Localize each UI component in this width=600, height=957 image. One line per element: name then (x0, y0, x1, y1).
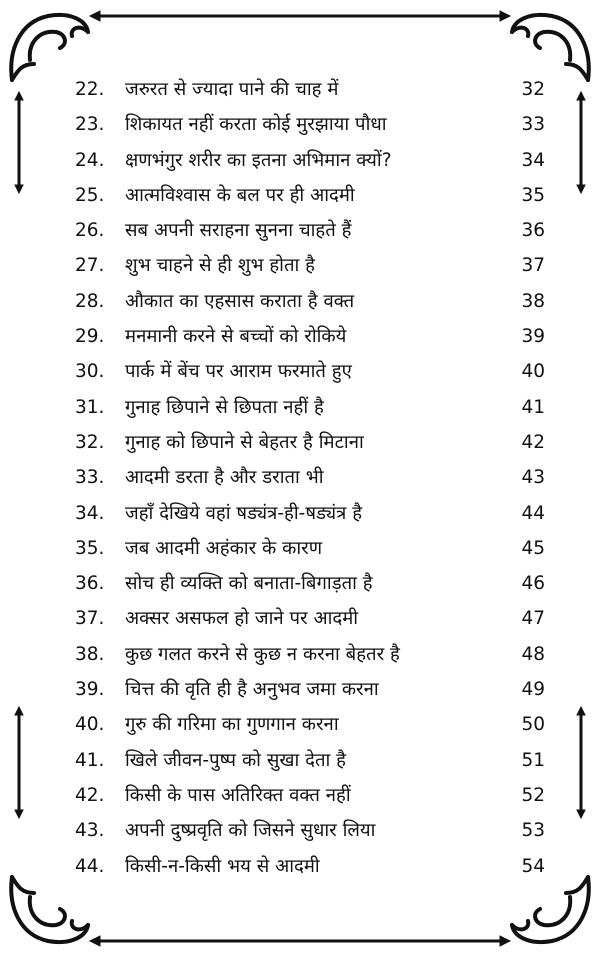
entry-number: 24. (75, 149, 105, 171)
entry-number: 25. (75, 184, 105, 206)
entry-title: कुछ गलत करने से कुछ न करना बेहतर है (125, 643, 400, 665)
entry-title: गुनाह को छिपाने से बेहतर है मिटाना (125, 431, 364, 453)
entry-title: क्षणभंगुर शरीर का इतना अभिमान क्यों? (125, 149, 392, 171)
entry-page-number: 52 (521, 784, 545, 806)
toc-entry (0, 354, 600, 389)
entry-number: 43. (75, 820, 105, 842)
toc-entry (0, 284, 600, 319)
entry-number: 41. (75, 749, 105, 771)
entry-number: 31. (75, 396, 105, 418)
entry-page-number: 53 (521, 820, 545, 842)
entry-number: 27. (75, 255, 105, 277)
toc-entry (0, 496, 600, 531)
entry-title: किसी-न-किसी भय से आदमी (125, 855, 320, 877)
entry-number: 29. (75, 326, 105, 348)
entry-number: 40. (75, 714, 105, 736)
entry-title: खिले जीवन-पुष्प को सुखा देता है (125, 749, 347, 771)
entry-page-number: 54 (521, 855, 545, 877)
entry-title: चित्त की वृति ही है अनुभव जमा करना (125, 679, 379, 701)
entry-number: 33. (75, 467, 105, 489)
entry-page-number: 47 (521, 608, 545, 630)
entry-number: 34. (75, 502, 105, 524)
entry-page-number: 50 (521, 714, 545, 736)
entry-title: शिकायत नहीं करता कोई मुरझाया पौधा (125, 114, 387, 136)
toc-entry (0, 460, 600, 495)
entry-page-number: 41 (521, 396, 545, 418)
toc-entry (0, 178, 600, 213)
entry-number: 44. (75, 855, 105, 877)
entry-title: गुनाह छिपाने से छिपता नहीं है (125, 396, 324, 418)
toc-entry (0, 566, 600, 601)
entry-page-number: 34 (521, 149, 545, 171)
entry-number: 38. (75, 643, 105, 665)
entry-title: सोच ही व्यक्ति को बनाता-बिगाड़ता है (125, 573, 373, 595)
entry-page-number: 39 (521, 326, 545, 348)
toc-entry (0, 637, 600, 672)
toc-entry (0, 107, 600, 142)
toc-entry (0, 319, 600, 354)
entry-title: जरुरत से ज्यादा पाने की चाह में (125, 79, 339, 100)
entry-page-number: 48 (521, 643, 545, 665)
entry-title: आत्मविश्वास के बल पर ही आदमी (125, 184, 355, 206)
toc-entry (0, 743, 600, 778)
toc-entry (0, 707, 600, 742)
entry-title: आदमी डरता है और डराता भी (125, 467, 324, 489)
entry-page-number: 42 (521, 431, 545, 453)
toc-entry (0, 813, 600, 848)
entry-title: अक्सर असफल हो जाने पर आदमी (125, 608, 359, 630)
entry-title: किसी के पास अतिरिक्त वक्त नहीं (125, 784, 351, 806)
entry-number: 23. (75, 114, 105, 136)
entry-page-number: 46 (521, 573, 545, 595)
entry-title: जब आदमी अहंकार के कारण (125, 537, 323, 559)
entry-page-number: 37 (521, 255, 545, 277)
entry-title: गुरु की गरिमा का गुणगान करना (125, 714, 339, 736)
entry-number: 36. (75, 573, 105, 595)
toc-entry (0, 849, 600, 884)
entry-title: सब अपनी सराहना सुनना चाहते हैं (125, 220, 352, 242)
toc-entry (0, 778, 600, 813)
entry-page-number: 43 (521, 467, 545, 489)
entry-title: शुभ चाहने से ही शुभ होता है (125, 255, 315, 277)
entry-title: जहाँ देखिये वहां षड्यंत्र-ही-षड्यंत्र है (125, 502, 363, 524)
entry-title: पार्क में बेंच पर आराम फरमाते हुए (125, 361, 352, 383)
table-of-contents (0, 72, 600, 884)
toc-entry (0, 248, 600, 283)
entry-number: 30. (75, 361, 105, 383)
entry-number: 37. (75, 608, 105, 630)
toc-entry (0, 72, 600, 107)
entry-number: 42. (75, 784, 105, 806)
entry-title: अपनी दुष्प्रवृति को जिसने सुधार लिया (125, 820, 376, 842)
toc-entry (0, 143, 600, 178)
entry-page-number: 36 (521, 220, 545, 242)
entry-page-number: 49 (521, 679, 545, 701)
entry-number: 32. (75, 431, 105, 453)
toc-entry (0, 425, 600, 460)
entry-page-number: 38 (521, 290, 545, 312)
entry-number: 35. (75, 537, 105, 559)
entry-page-number: 44 (521, 502, 545, 524)
entry-page-number: 45 (521, 537, 545, 559)
entry-number: 26. (75, 220, 105, 242)
entry-page-number: 40 (521, 361, 545, 383)
entry-page-number: 35 (521, 184, 545, 206)
entry-title: मनमानी करने से बच्चों को रोकिये (125, 326, 347, 348)
toc-entry (0, 213, 600, 248)
entry-number: 28. (75, 290, 105, 312)
entry-number: 39. (75, 679, 105, 701)
toc-entry (0, 672, 600, 707)
toc-entry (0, 601, 600, 636)
entry-page-number: 51 (521, 749, 545, 771)
toc-entry (0, 390, 600, 425)
entry-title: औकात का एहसास कराता है वक्त (125, 290, 355, 312)
entry-number: 22. (75, 79, 105, 100)
toc-entry (0, 531, 600, 566)
entry-page-number: 33 (521, 114, 545, 136)
entry-page-number: 32 (521, 79, 545, 100)
